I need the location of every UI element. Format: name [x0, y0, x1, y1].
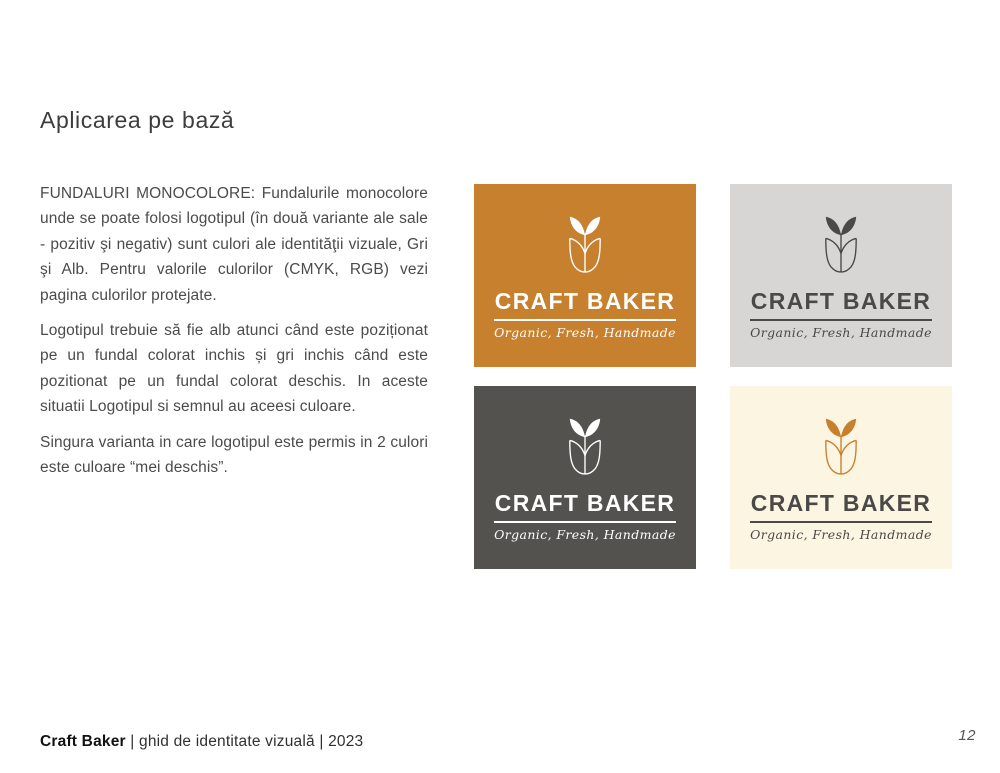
logo-tagline: Organic, Fresh, Handmade	[750, 324, 932, 340]
logo-lockup	[494, 490, 676, 542]
body-text-block	[40, 181, 428, 490]
wordmark-underline	[750, 319, 932, 321]
logo-wordmark: CRAFT BAKER	[494, 288, 676, 314]
logo-wordmark: CRAFT BAKER	[494, 490, 676, 516]
wordmark-underline	[494, 521, 676, 523]
swatch-cream-two-color-logo	[730, 386, 952, 569]
footer	[40, 733, 363, 751]
tulip-leaves-icon	[817, 414, 865, 478]
logo-lockup	[750, 490, 932, 542]
paragraph-logo-color-rules: Logotipul trebuie să fie alb atunci când este poziționat pe un fundal colorat inchis și gri inchis când este pozitionat pe un fundal colorat deschis. In aceste situatii Logotipul si semnul au aceesi culoare.	[40, 322, 428, 416]
logo-wordmark: CRAFT BAKER	[750, 288, 932, 314]
paragraph-two-color-exception: Singura varianta in care logotipul este permis in 2 culori este culoare “mei deschis”.	[40, 433, 428, 477]
logo-lockup	[750, 288, 932, 340]
wordmark-underline	[494, 319, 676, 321]
tulip-leaves-icon	[561, 212, 609, 276]
tulip-leaves-icon	[817, 212, 865, 276]
page-number: 12	[958, 727, 976, 744]
logo-application-grid	[474, 184, 952, 569]
swatch-orange-white-logo	[474, 184, 696, 367]
logo-wordmark: CRAFT BAKER	[750, 490, 932, 516]
wordmark-underline	[750, 521, 932, 523]
page-title: Aplicarea pe bază	[40, 107, 235, 133]
logo-lockup	[494, 288, 676, 340]
logo-tagline: Organic, Fresh, Handmade	[750, 526, 932, 542]
logo-tagline: Organic, Fresh, Handmade	[494, 324, 676, 340]
swatch-light-gray-dark-logo	[730, 184, 952, 367]
logo-tagline: Organic, Fresh, Handmade	[494, 526, 676, 542]
paragraph-monochrome-backgrounds: FUNDALURI MONOCOLORE: Fundalurile monocolore unde se poate folosi logotipul (în două variante ale sale - pozitiv şi negativ) sunt culori ale identităţii vizuale, Gri şi Alb. Pentru valorile culorilor (CMYK, RGB) vezi pagina culorilor protejate.	[40, 185, 428, 304]
footer-text: | ghid de identitate vizuală | 2023	[125, 733, 364, 750]
tulip-leaves-icon	[561, 414, 609, 478]
footer-brand: Craft Baker	[40, 733, 126, 750]
swatch-dark-gray-white-logo	[474, 386, 696, 569]
